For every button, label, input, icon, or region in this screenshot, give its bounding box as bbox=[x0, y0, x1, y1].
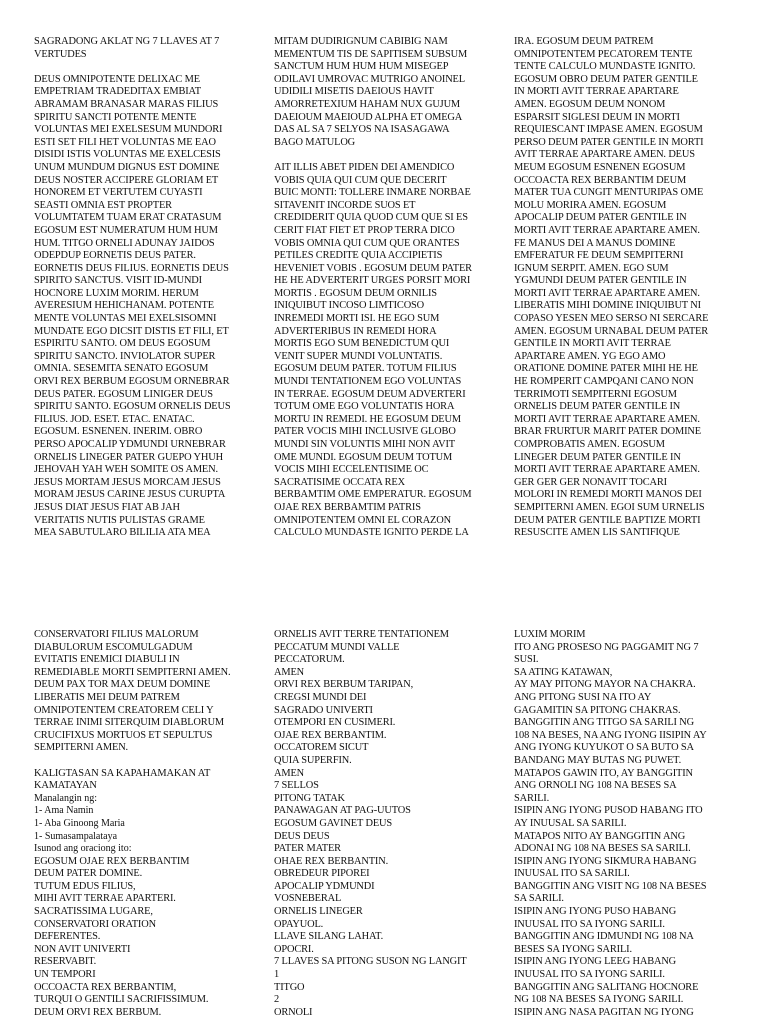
top-column-1: SAGRADONG AKLAT NG 7 LLAVES AT 7 VERTUDES DEUS OMNIPOTENTE DELIXAC ME EMPETRIAM TRADEDITAX EMBIAT ABRAMAM BRANASAR MARAS FILIUS SPIRITU SANCTI POTENTE MENTE VOLUNTAS MEI EXELSESUM MUNDORI ESTI SET FILI HET VOLUNTAS ME EAO DISIDI ISTIS VOLUNTAS ME EXELCESIS UNUM MUNDUM DIGNUS EST DOMINE DEUS NOSTER ACCIPERE GLORIAM ET HONOREM ET VERTUTEM CUYASTI SEASTI OMNIA EST PROPTER VOLUMTATEM TUAM ERAT CRATASUM EGOSUM EST NUMERATUM HUM HUM HUM. TITGO ORNELI ADUNAY JAIDOS ODEPDUP EORNETIS DEUS PATER. EORNETIS DEUS FILIUS. EORNETIS DEUS SPIRITO SANCTUS. VISIT ID-MUNDI HOCNORE LUXIM MORIM. HERUM AVERESIUM HEHICHANAM. POTENTE MENTE VOLUNTAS MEI EXELSISOMNI MUNDATE EGO DICSIT DISTIS ET FILI, ET ESPIRITU SANTO. OM DEUS EGOSUM SPIRITU SANCTO. INVIOLATOR SUPER OMNIA. SESEMITA SENATO EGOSUM ORVI REX BERBUM EGOSUM ORNEBRAR DEUS PATER. EGOSUM LINIGER DEUS SPIRITU SANTO. EGOSUM ORNELIS DEUS FILIUS. JOD. ESET. ETAC. ENATAC. EGOSUM. ESNENEN. INERIM. OBRO PERSO APOCALIP YDMUNDI URNEBRAR ORNELIS LINEGER PATER GUEPO YHUH JEHOVAH YAH WEH SOMITE OS AMEN. JESUS MORTAM JESUS MORCAM JESUS MORAM JESUS CARINE JESUS CURUPTA JESUS DIAT JESUS FIAT AB JAH VERITATIS NUTIS PULISTAS GRAME MEA SABUTULARO BILILIA ATA MEA bbox=[34, 36, 231, 539]
top-column-2: MITAM DUDIRIGNUM CABIBIG NAM MEMENTUM TIS DE SAPITISEM SUBSUM SANCTUM HUM HUM HUM MISEGEP ODILAVI UMROVAC MUTRIGO ANOINEL UDIDILI MISETIS DAEIOUS HAVIT AMORRETEXIUM HAHAM NUX GUJUM DAEIOUM MAEIOUD ALPHA ET OMEGA DAS AL SA 7 SELYOS NA ISASAGAWA BAGO MATULOG AIT ILLIS ABET PIDEN DEI AMENDICO VOBIS QUIA QUI CUM QUE DECERIT BUIC MONTI: TOLLERE INMARE NORBAE SITAVENIT INCORDE SUOS ET CREDIDERIT QUIA QUOD CUM QUE SI ES CERIT FIAT FIET ET PROP TERRA DICO VOBIS OMNIA QUI CUM QUE ORANTES PETILES CREDITE QUIA ACCIPIETIS HEVENIET VOBIS . EGOSUM DEUM PATER HE HE ADVERTERIT URGES PORSIT MORI MORTIS . EGOSUM DEUM ORNILIS INIQUIBUT INCOSO LIMTICOSO INREMEDI MORTI ISI. HE EGO SUM ADVERTERIBUS IN REMEDI HORA MORTIS EGO SUM BENEDICTUM QUI VENIT SUPER MUNDI VOLUNTATIS. EGOSUM DEUM PATER. TOTUM FILIUS MUNDI TENTATIONEM EGO VOLUNTAS IN TERRAE. EGOSUM DEUM ADVERTERI TOTUM OME EGO VOLUNTATIS HORA MORTU IN REMEDI. HE EGOSUM DEUM PATER VOCIS MIHI INCLUSIVE GLOBO MUNDI SIN VOLUNTIS MIHI NON AVIT OME MUNDI. EGOSUM DEUM TOTUM VOCIS MIHI ECCELENTISIME OC SACRATISIME OCCATA REX BERBAMTIM OME EMPERATUR. EGOSUM OJAE REX BERBAMTIM PATRIS OMNIPOTENTEM OMNI EL CORAZON CALCULO MUNDASTE IGNITO PERDE LA bbox=[274, 36, 472, 539]
top-column-3: IRA. EGOSUM DEUM PATREM OMNIPOTENTEM PECATOREM TENTE TENTE CALCULO MUNDASTE IGNITO. EGOSUM OBRO DEUM PATER GENTILE IN MORTI AVIT TERRAE APARTARE AMEN. EGOSUM DEUM NONOM ESPARSIT SIGLESI DEUM IN MORTI REQUIESCANT IMPASE AMEN. EGOSUM PERSO DEUM PATER GENTILE IN MORTI AVIT TERRAE APARTARE AMEN. DEUS MEUM EGOSUM ESNENEN EGOSUM OCCOACTA REX BERBANTIM DEUM MATER TUA CUNGIT MENTURIPAS OME MOLU MORIRA AMEN. EGOSUM APOCALIP DEUM PATER GENTILE IN MORTI AVIT TERRAE APARTARE AMEN. FE MANUS DEI A MANUS DOMINE EMFERATUR FE DEUM SEMPITERNI IGNUM SERPIT. AMEN. EGO SUM YGMUNDI DEUM PATER GENTILE IN MORTI AVIT TERRAE APARTARE AMEN. LIBERATIS MIHI DOMINE INIQUIBUT NI COPASO YESEN MEO SERSO NI SERCARE AMEN. EGOSUM URNABAL DEUM PATER GENTILE IN MORTI AVIT TERRAE APARTARE AMEN. YG EGO AMO ORATIONE DOMINE PATER MIHI HE HE HE ROMPERIT CAMPQANI CANO NON TERRIMOTI SEMPITERNI EGOSUM ORNELIS DEUM PATER GENTILE IN MORTI AVIT TERRAE APARTARE AMEN. BRAR FRURTUR MARIT PATER DOMINE COMPROBATIS AMEN. EGOSUM LINEGER DEUM PATER GENTILE IN MORTI AVIT TERRAE APARTARE AMEN. GER GER GER NONAVIT TOCARI MOLORI IN REMEDI MORTI MANOS DEI SEMPITERNI AMEN. EGOI SUM URNELIS DEUM PATER GENTILE BAPTIZE MORTI RESUSCITE AMEN LIS SANTIFIQUE bbox=[514, 36, 709, 539]
bottom-col1-prayer-text: CONSERVATORI FILIUS MALORUM DIABULORUM ESCOMULGADUM EVITATIS ENEMICI DIABULI IN REMEDIABLE MORTI SEMPITERNI AMEN. DEUM PAX TOR MAX DEUM DOMINE LIBERATIS MEI DEUM PATREM OMNIPOTENTEM CREATOREM CELI Y TERRAE INIMI SITERQUIM DIABLORUM CRUCIFIXUS MORTUOS ET SEPULTUS SEMPITERNI AMEN. KALIGTASAN SA KAPAHAMAKAN AT KAMATAYAN bbox=[34, 629, 231, 792]
bottom-column-2: ORNELIS AVIT TERRE TENTATIONEM PECCATUM MUNDI VALLE PECCATORUM. AMEN ORVI REX BERBUM TARIPAN, CREGSI MUNDI DEI SAGRADO UNIVERTI OTEMPORI EN CUSIMERI. OJAE REX BERBANTIM. OCCATOREM SICUT QUIA SUPERFIN. AMEN 7 SELLOS PITONG TATAK PANAWAGAN AT PAG-UUTOS EGOSUM GAVINET DEUS DEUS DEUS PATER MATER OHAE REX BERBANTIN. OBREDEUR PIPOREI APOCALIP YDMUNDI VOSNEBERAL ORNELIS LINEGER OPAYUOL. LLAVE SILANG LAHAT. OPOCRI. 7 LLAVES SA PITONG SUSON NG LANGIT 1 TITGO 2 ORNOLI bbox=[274, 629, 467, 1018]
bottom-column-3: LUXIM MORIM ITO ANG PROSESO NG PAGGAMIT NG 7 SUSI. SA ATING KATAWAN, AY MAY PITONG MAYOR NA CHAKRA. ANG PITONG SUSI NA ITO AY GAGAMITIN SA PITONG CHAKRAS. BANGGITIN ANG TITGO SA SARILI NG 108 NA BESES, NA ANG IYONG IISIPIN AY ANG IYONG KUYUKOT O SA BUTO SA BANDANG MAY BUTAS NG PUWET. MATAPOS GAWIN ITO, AY BANGGITIN ANG ORNOLI NG 108 NA BESES SA SARILI. ISIPIN ANG IYONG PUSOD HABANG ITO AY INUUSAL SA SARILI. MATAPOS NITO AY BANGGITIN ANG ADONAI NG 108 NA BESES SA SARILI. ISIPIN ANG IYONG SIKMURA HABANG INUUSAL ITO SA SARILI. BANGGITIN ANG VISIT NG 108 NA BESES SA SARILI. ISIPIN ANG IYONG PUSO HABANG INUUSAL ITO SA IYONG SARILI. BANGGITIN ANG IDMUNDI NG 108 NA BESES SA IYONG SARILI. ISIPIN ANG IYONG LEEG HABANG INUUSAL ITO SA IYONG SARILI. BANGGITIN ANG SALITANG HOCNORE NG 108 NA BESES SA IYONG SARILI. ISIPIN ANG NASA PAGITAN NG IYONG bbox=[514, 629, 707, 1018]
bottom-column-1 bbox=[34, 629, 270, 1024]
bottom-col1-oracion: EGOSUM OJAE REX BERBANTIM DEUM PATER DOMINE. TUTUM EDUS FILIUS, MIHI AVIT TERRAE APARTERI. SACRATISSIMA LUGARE, CONSERVATORI ORATION DEFERENTES. NON AVIT UNIVERTI RESERVABIT. UN TEMPORI OCCOACTA REX BERBANTIM, TURQUI O GENTILI SACRIFISSIMUM. DEUM ORVI REX BERBUM. bbox=[34, 855, 209, 1018]
bottom-col1-instructions: Manalangin ng: 1- Ama Namin 1- Aba Ginoong Maria 1- Sumasampalataya Isunod ang oraciong ito: bbox=[34, 792, 132, 855]
